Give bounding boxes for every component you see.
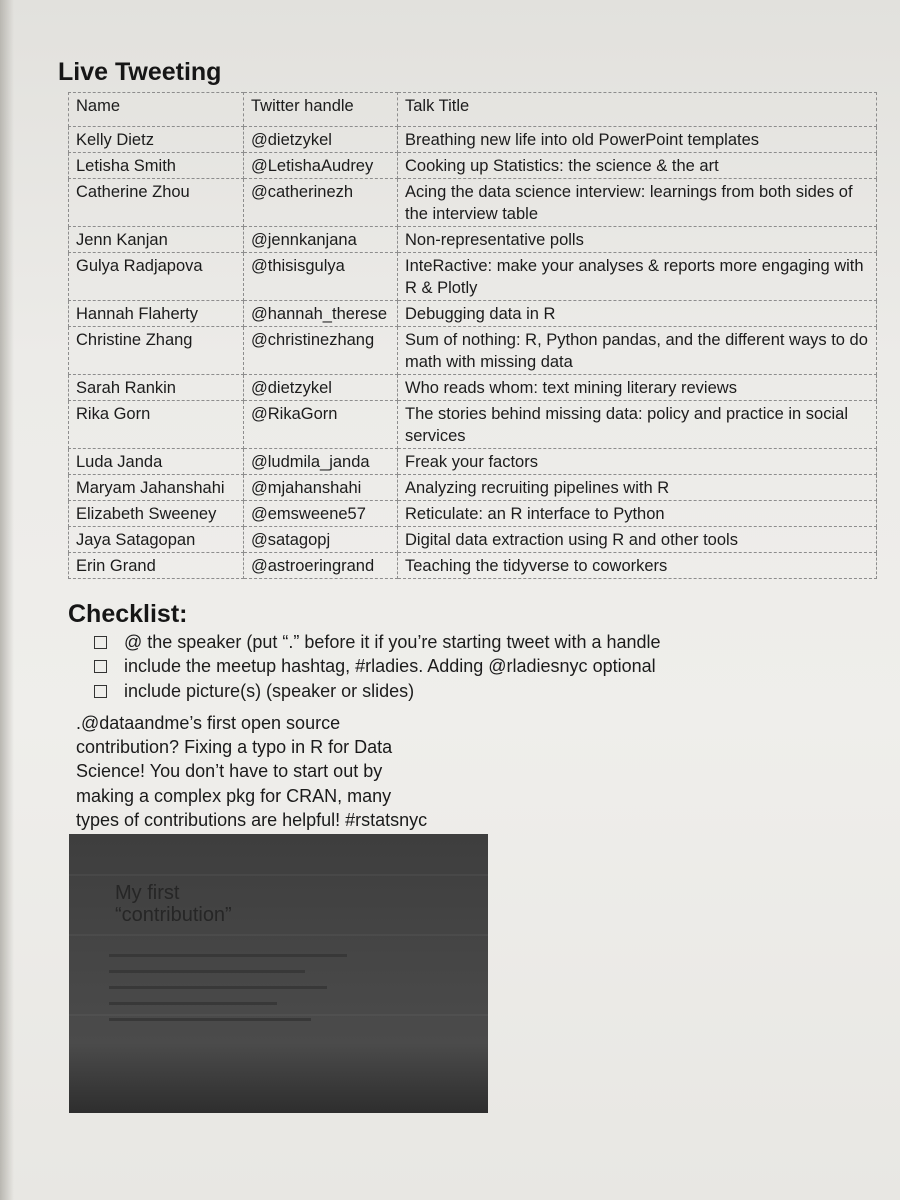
column-header-title: Talk Title [398,93,877,127]
speaker-name: Rika Gorn [69,401,244,449]
checklist-item [92,679,661,704]
table-row [69,375,877,401]
speaker-name: Letisha Smith [69,153,244,179]
table-header-row [69,93,877,127]
table-row [69,301,877,327]
slide-line [109,1002,277,1005]
twitter-handle: @catherinezh [244,179,398,227]
speaker-name: Jenn Kanjan [69,227,244,253]
talk-title: InteRactive: make your analyses & reports more engaging with R & Plotly [398,253,877,301]
twitter-handle: @RikaGorn [244,401,398,449]
talk-title: Freak your factors [398,449,877,475]
table-row [69,501,877,527]
twitter-handle: @ludmila_janda [244,449,398,475]
talk-title: Cooking up Statistics: the science & the art [398,153,877,179]
slide-line [109,970,305,973]
twitter-handle: @astroeringrand [244,553,398,579]
table-row [69,401,877,449]
twitter-handle: @christinezhang [244,327,398,375]
checklist-item-text: include picture(s) (speaker or slides) [124,680,415,701]
column-header-name: Name [69,93,244,127]
speaker-name: Gulya Radjapova [69,253,244,301]
checkbox-icon[interactable] [94,636,107,649]
speaker-name: Erin Grand [69,553,244,579]
table-row [69,553,877,579]
speaker-name: Hannah Flaherty [69,301,244,327]
table-row [69,253,877,301]
example-tweet-photo [69,834,488,1113]
twitter-handle: @mjahanshahi [244,475,398,501]
checklist-heading: Checklist: [68,600,188,628]
speaker-name: Christine Zhang [69,327,244,375]
talk-title: Teaching the tidyverse to coworkers [398,553,877,579]
twitter-handle: @emsweene57 [244,501,398,527]
talk-title: Acing the data science interview: learnings from both sides of the interview table [398,179,877,227]
speaker-name: Maryam Jahanshahi [69,475,244,501]
checkbox-icon[interactable] [94,660,107,673]
twitter-handle: @hannah_therese [244,301,398,327]
talk-title: Breathing new life into old PowerPoint templates [398,127,877,153]
checklist-item [92,655,661,680]
slide-line [109,954,347,957]
talk-title: Who reads whom: text mining literary reviews [398,375,877,401]
twitter-handle: @LetishaAudrey [244,153,398,179]
checklist-item-text: @ the speaker (put “.” before it if you’re starting tweet with a handle [124,631,661,652]
twitter-handle: @dietzykel [244,127,398,153]
slide-line [109,986,327,989]
slide-heading: My first “contribution” [115,882,232,926]
scan-line [69,934,488,936]
speaker-name: Kelly Dietz [69,127,244,153]
table-row [69,475,877,501]
talk-title: Sum of nothing: R, Python pandas, and the different ways to do math with missing data [398,327,877,375]
checklist [92,630,661,704]
speaker-name: Sarah Rankin [69,375,244,401]
talk-title: Analyzing recruiting pipelines with R [398,475,877,501]
table-row [69,179,877,227]
talk-title: Debugging data in R [398,301,877,327]
scan-line [69,874,488,876]
twitter-handle: @satagopj [244,527,398,553]
talk-title: Digital data extraction using R and other tools [398,527,877,553]
speaker-name: Elizabeth Sweeney [69,501,244,527]
table-row [69,153,877,179]
table-row [69,449,877,475]
speaker-name: Jaya Satagopan [69,527,244,553]
talks-table [68,92,877,579]
talk-title: The stories behind missing data: policy and practice in social services [398,401,877,449]
talk-title: Reticulate: an R interface to Python [398,501,877,527]
table-row [69,127,877,153]
table-row [69,327,877,375]
twitter-handle: @dietzykel [244,375,398,401]
table-row [69,527,877,553]
twitter-handle: @jennkanjana [244,227,398,253]
speaker-name: Catherine Zhou [69,179,244,227]
table-row [69,227,877,253]
checklist-item [92,630,661,655]
slide-content-lines [109,954,389,1034]
talk-title: Non-representative polls [398,227,877,253]
column-header-handle: Twitter handle [244,93,398,127]
slide-line [109,1018,311,1021]
live-tweeting-heading: Live Tweeting [58,58,222,86]
checkbox-icon[interactable] [94,685,107,698]
speaker-name: Luda Janda [69,449,244,475]
twitter-handle: @thisisgulya [244,253,398,301]
checklist-item-text: include the meetup hashtag, #rladies. Adding @rladiesnyc optional [124,656,656,677]
page-edge-shadow [0,0,14,1200]
example-tweet-text: .@dataandme’s first open source contribution? Fixing a typo in R for Data Science! You don’t have to start out by making a complex pkg for CRAN, many types of contributions are helpful! #rstatsnyc [76,713,428,830]
